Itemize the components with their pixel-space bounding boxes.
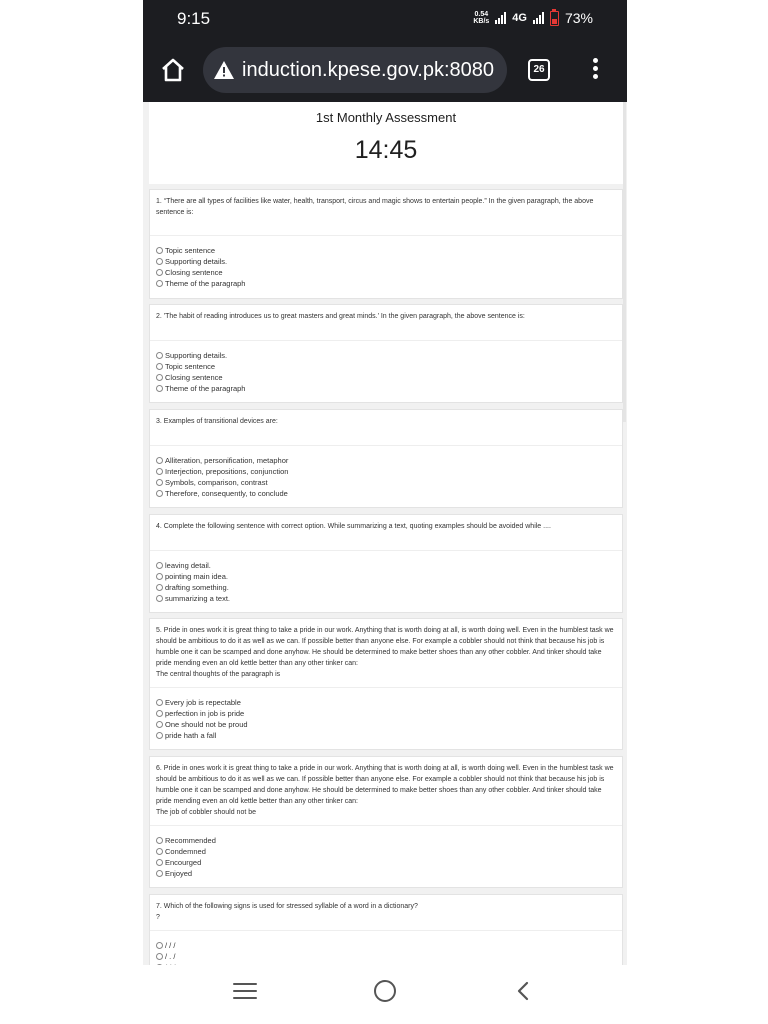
radio-button[interactable] — [156, 385, 163, 392]
answer-option[interactable] — [156, 466, 288, 477]
phone-screen — [143, 0, 627, 1024]
battery-icon — [550, 11, 559, 26]
radio-button[interactable] — [156, 859, 163, 866]
page-title: 1st Monthly Assessment — [315, 110, 457, 125]
radio-button[interactable] — [156, 870, 163, 877]
option-label: Topic sentence — [165, 362, 216, 371]
divider — [150, 687, 622, 688]
answer-option[interactable] — [156, 571, 230, 582]
status-bar — [143, 0, 627, 40]
option-label: Supporting details. — [165, 351, 228, 360]
answer-option[interactable] — [156, 582, 230, 593]
question-text: 3. Examples of transitional devices are: — [156, 418, 278, 425]
option-label: Topic sentence — [165, 246, 216, 255]
question-text: 4. Complete the following sentence with correct option. While summarizing a text, quoting examples should be avoided while .... — [156, 523, 551, 530]
speed-value: 0.54 — [474, 11, 489, 18]
option-label: Closing sentence — [165, 373, 223, 382]
option-label: Encourged — [165, 858, 202, 867]
scrollbar-thumb[interactable] — [623, 102, 626, 422]
radio-button[interactable] — [156, 573, 163, 580]
question-text: 6. Pride in ones work it is great thing to take a pride in our work. Anything that is worth doing at all, is worth doing well. Even in the humblest task we should be ambitious to do it as well as we can. If possible better than anyone else. For example a cobbler should not think that because his job is humble one it can be scamped and done anyhow. He should be determined to make better shoes than any other cobbler. And tinker should take pride mending even an old kettle better than any other tinker can: — [156, 765, 614, 805]
divider — [150, 340, 622, 341]
radio-button[interactable] — [156, 837, 163, 844]
option-label: Theme of the paragraph — [165, 279, 246, 288]
answer-option[interactable] — [156, 708, 248, 719]
question-card — [149, 189, 623, 299]
answer-option[interactable] — [156, 267, 245, 278]
status-icons — [473, 10, 593, 26]
question-card — [149, 756, 623, 888]
radio-button[interactable] — [156, 374, 163, 381]
option-list — [156, 350, 245, 394]
option-label: Enjoyed — [165, 869, 193, 878]
menu-icon[interactable] — [592, 58, 600, 82]
question-subtext: ? — [156, 914, 160, 921]
option-label: leaving detail. — [165, 561, 211, 570]
answer-option[interactable] — [156, 372, 245, 383]
question-subtext: The job of cobbler should not be — [156, 809, 257, 816]
radio-button[interactable] — [156, 953, 163, 960]
option-label: Condemned — [165, 847, 206, 856]
question-card — [149, 618, 623, 750]
radio-button[interactable] — [156, 584, 163, 591]
divider — [150, 235, 622, 236]
answer-option[interactable] — [156, 455, 288, 466]
recents-icon[interactable] — [233, 983, 257, 1003]
radio-button[interactable] — [156, 699, 163, 706]
countdown-timer: 14:45 — [354, 136, 418, 164]
address-bar[interactable] — [203, 47, 507, 93]
option-label: / / / — [165, 941, 176, 950]
question-text: 2. 'The habit of reading introduces us to great masters and great minds.' In the given paragraph, the above sentence is: — [156, 313, 525, 320]
radio-button[interactable] — [156, 468, 163, 475]
radio-button[interactable] — [156, 479, 163, 486]
signal-icon — [495, 12, 506, 24]
network-type: 4G — [512, 12, 527, 24]
url-text[interactable]: induction.kpese.gov.pk:8080 — [242, 58, 495, 81]
answer-option[interactable] — [156, 697, 248, 708]
answer-option[interactable] — [156, 951, 175, 962]
answer-option[interactable] — [156, 361, 245, 372]
option-list — [156, 455, 288, 499]
speed-unit: KB/s — [473, 18, 490, 25]
answer-option[interactable] — [156, 730, 248, 741]
answer-option[interactable] — [156, 846, 216, 857]
question-text: 7. Which of the following signs is used for stressed syllable of a word in a dictionary? — [156, 903, 418, 910]
home-button-icon[interactable] — [374, 980, 396, 1002]
option-list — [156, 697, 248, 741]
option-label: pride hath a fall — [165, 731, 217, 740]
answer-option[interactable] — [156, 835, 216, 846]
answer-option[interactable] — [156, 560, 230, 571]
answer-option[interactable] — [156, 477, 288, 488]
option-label: Recommended — [165, 836, 216, 845]
answer-option[interactable] — [156, 383, 245, 394]
option-label: Every job is repectable — [165, 698, 241, 707]
radio-button[interactable] — [156, 595, 163, 602]
option-label: Supporting details. — [165, 257, 228, 266]
page-content[interactable] — [143, 102, 627, 965]
option-list — [156, 560, 230, 604]
option-label: drafting something. — [165, 583, 229, 592]
answer-option[interactable] — [156, 868, 216, 879]
option-label: Symbols, comparison, contrast — [165, 478, 268, 487]
answer-option[interactable] — [156, 350, 245, 361]
option-label: Closing sentence — [165, 268, 223, 277]
radio-button[interactable] — [156, 352, 163, 359]
question-card — [149, 514, 623, 613]
radio-button[interactable] — [156, 490, 163, 497]
option-list — [156, 245, 245, 289]
answer-option[interactable] — [156, 940, 175, 951]
answer-option[interactable] — [156, 719, 248, 730]
option-label: Theme of the paragraph — [165, 384, 246, 393]
option-label: perfection in job is pride — [165, 709, 245, 718]
question-text: 1. “There are all types of facilities like water, health, transport, circus and magic shows to entertain people.” In the given paragraph, the above sentence is: — [156, 198, 594, 216]
battery-level: 73% — [564, 10, 593, 26]
home-icon[interactable] — [159, 56, 187, 84]
system-nav-bar — [143, 965, 627, 1024]
tabs-icon[interactable]: 26 — [528, 59, 550, 81]
option-label: Alliteration, personification, metaphor — [165, 456, 289, 465]
radio-button[interactable] — [156, 363, 163, 370]
status-time: 9:15 — [177, 9, 211, 28]
network-speed — [473, 11, 489, 25]
signal-icon-2 — [533, 12, 544, 24]
answer-option[interactable] — [156, 245, 245, 256]
option-label: / . / — [165, 952, 176, 961]
divider — [150, 930, 622, 931]
radio-button[interactable] — [156, 848, 163, 855]
answer-option[interactable] — [156, 593, 230, 604]
answer-option[interactable] — [156, 256, 245, 267]
radio-button[interactable] — [156, 269, 163, 276]
radio-button[interactable] — [156, 942, 163, 949]
answer-option[interactable] — [156, 278, 245, 289]
warning-icon[interactable] — [213, 60, 235, 80]
option-label: Therefore, consequently, to conclude — [165, 489, 288, 498]
option-label: One should not be proud — [165, 720, 248, 729]
radio-button[interactable] — [156, 562, 163, 569]
question-card — [149, 409, 623, 508]
option-label: pointing main idea. — [165, 572, 228, 581]
question-text: 5. Pride in ones work it is great thing to take a pride in our work. Anything that is worth doing at all, is worth doing well. Even in the humblest task we should be ambitious to do it as well as we can. If possible better than anyone else. For example a cobbler should not think that because his job is humble one it can be scamped and done anyhow. He should be determined to make better shoes than any other cobbler. And tinker should take pride mending even an old kettle better than any other tinker can: — [156, 627, 614, 667]
divider — [150, 825, 622, 826]
radio-button[interactable] — [156, 247, 163, 254]
divider — [150, 445, 622, 446]
browser-toolbar — [143, 40, 627, 102]
option-list — [156, 835, 216, 879]
radio-button[interactable] — [156, 732, 163, 739]
radio-button[interactable] — [156, 258, 163, 265]
page-header — [149, 102, 623, 184]
radio-button[interactable] — [156, 721, 163, 728]
divider — [150, 550, 622, 551]
option-label: summarizing a text. — [165, 594, 231, 603]
answer-option[interactable] — [156, 857, 216, 868]
option-label: Interjection, prepositions, conjunction — [165, 467, 289, 476]
answer-option[interactable] — [156, 488, 288, 499]
back-icon[interactable] — [516, 980, 530, 1002]
radio-button[interactable] — [156, 280, 163, 287]
question-subtext: The central thoughts of the paragraph is — [156, 671, 281, 678]
question-card — [149, 304, 623, 403]
radio-button[interactable] — [156, 457, 163, 464]
radio-button[interactable] — [156, 710, 163, 717]
